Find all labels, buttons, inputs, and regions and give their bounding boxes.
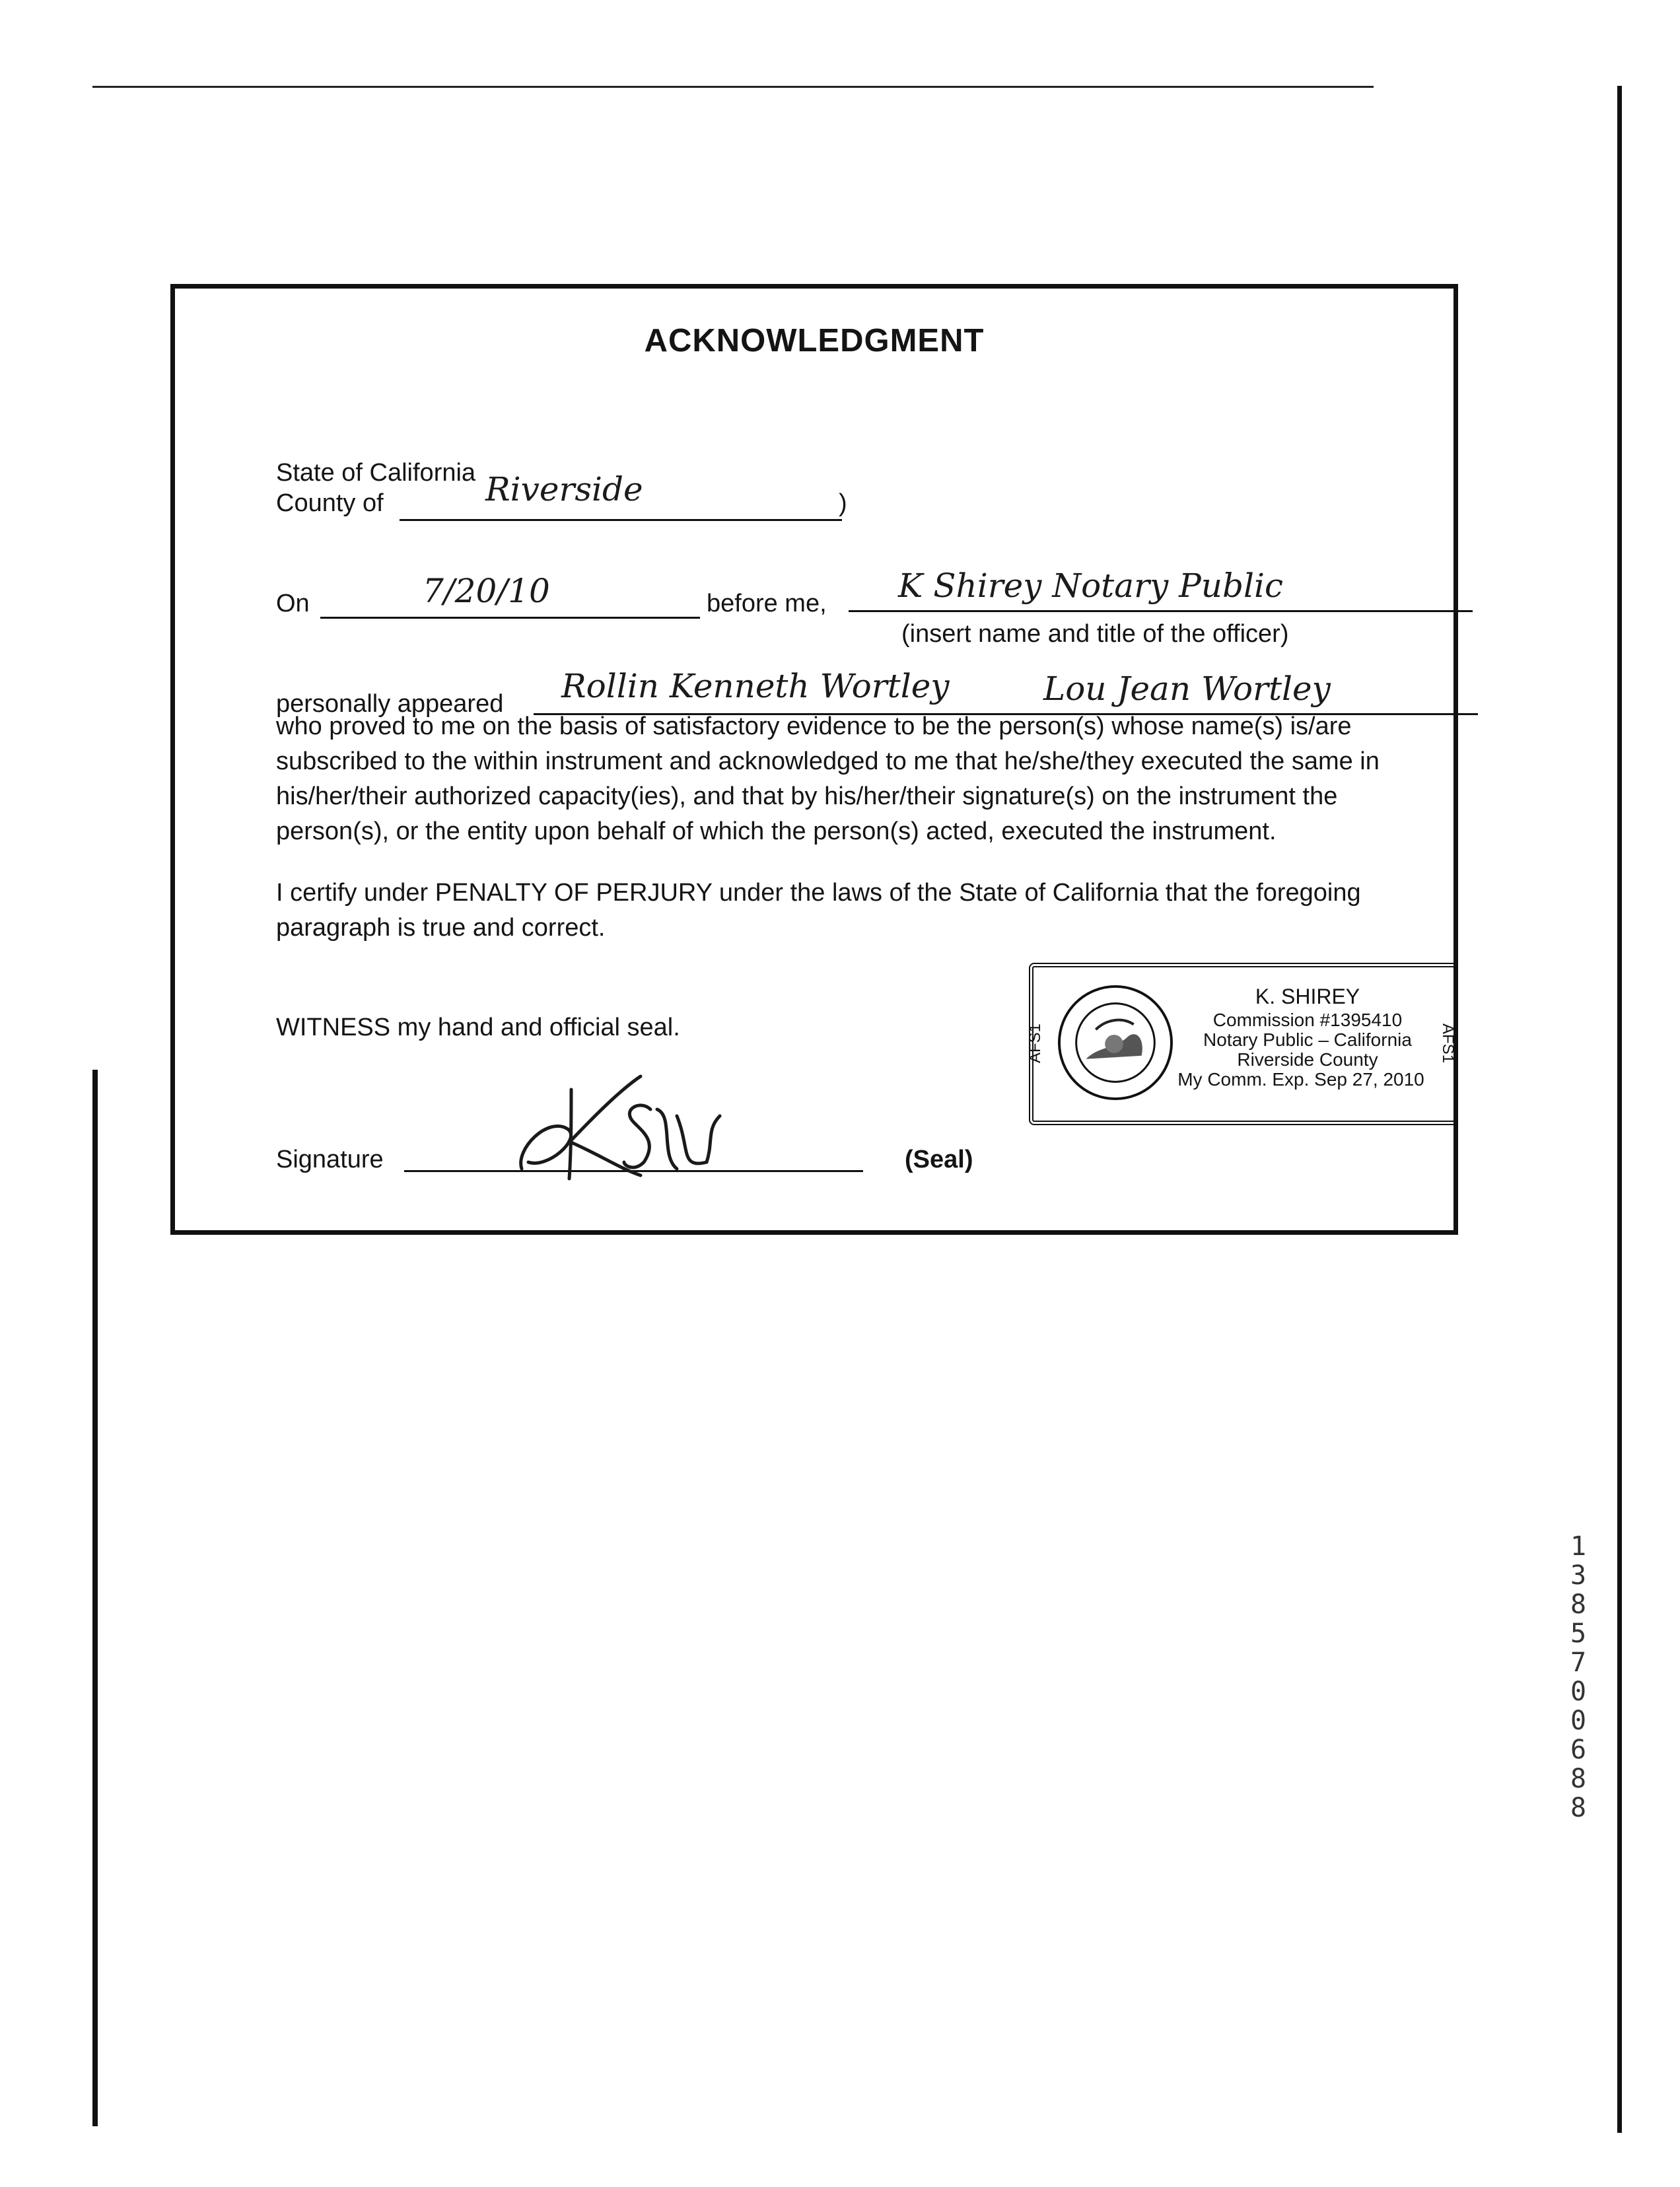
stamp-expiry: My Comm. Exp. Sep 27, 2010: [1177, 1069, 1424, 1090]
officer-hint: (insert name and title of the officer): [901, 620, 1289, 648]
body-line: who proved to me on the basis of satisfactory evidence to be the person(s) whose name(s) is/are: [276, 712, 1352, 740]
stamp-commission: Commission #1395410: [1212, 1010, 1403, 1030]
officer-line: [849, 610, 1473, 612]
stamp-side-right: AFS1: [1439, 1023, 1457, 1064]
stamp-county: Riverside County: [1237, 1049, 1378, 1070]
margin-document-number: [1565, 1532, 1592, 1822]
scan-border-top: [92, 86, 1374, 88]
stamp-name: K. SHIREY: [1255, 985, 1360, 1008]
witness-text: WITNESS my hand and official seal.: [276, 1014, 680, 1041]
scan-border-right: [1617, 86, 1622, 2133]
appeared-value-2: Lou Jean Wortley: [1043, 670, 1331, 708]
date-value: 7/20/10: [423, 572, 550, 610]
state-label: State of California: [276, 459, 476, 487]
appeared-label: personally appeared: [276, 690, 504, 718]
stamp-side-left: AFS1: [1026, 1023, 1045, 1064]
seal-label: (Seal): [905, 1146, 973, 1173]
on-label: On: [276, 590, 310, 617]
body-line: his/her/their authorized capacity(ies), and that by his/her/their signature(s) on the instrument the: [276, 782, 1338, 810]
perjury-paragraph: [276, 876, 1485, 946]
county-line: [400, 519, 842, 521]
before-me-label: before me,: [707, 590, 827, 617]
county-value: Riverside: [485, 470, 643, 508]
body-line: subscribed to the within instrument and acknowledged to me that he/she/they executed the same in: [276, 747, 1380, 775]
handwritten-signature: [508, 1070, 733, 1182]
margin-number-text: 13857 00688: [1570, 1531, 1587, 1823]
body-line: person(s), or the entity upon behalf of which the person(s) acted, executed the instrument.: [276, 817, 1277, 845]
scan-border-left: [92, 1070, 98, 2126]
great-seal-icon: [1057, 984, 1174, 1101]
county-label: County of: [276, 489, 384, 517]
body-paragraph: [276, 709, 1485, 849]
county-close: ): [839, 489, 847, 517]
date-line: [320, 617, 700, 619]
perjury-line: I certify under PENALTY OF PERJURY under the laws of the State of California that the foregoing: [276, 879, 1361, 907]
form-title: ACKNOWLEDGMENT: [644, 323, 985, 359]
stamp-title: Notary Public – California: [1203, 1029, 1412, 1050]
signature-label: Signature: [276, 1146, 384, 1173]
officer-value: K Shirey Notary Public: [898, 567, 1283, 605]
perjury-line: paragraph is true and correct.: [276, 914, 606, 942]
appeared-value-1: Rollin Kenneth Wortley: [561, 667, 950, 705]
